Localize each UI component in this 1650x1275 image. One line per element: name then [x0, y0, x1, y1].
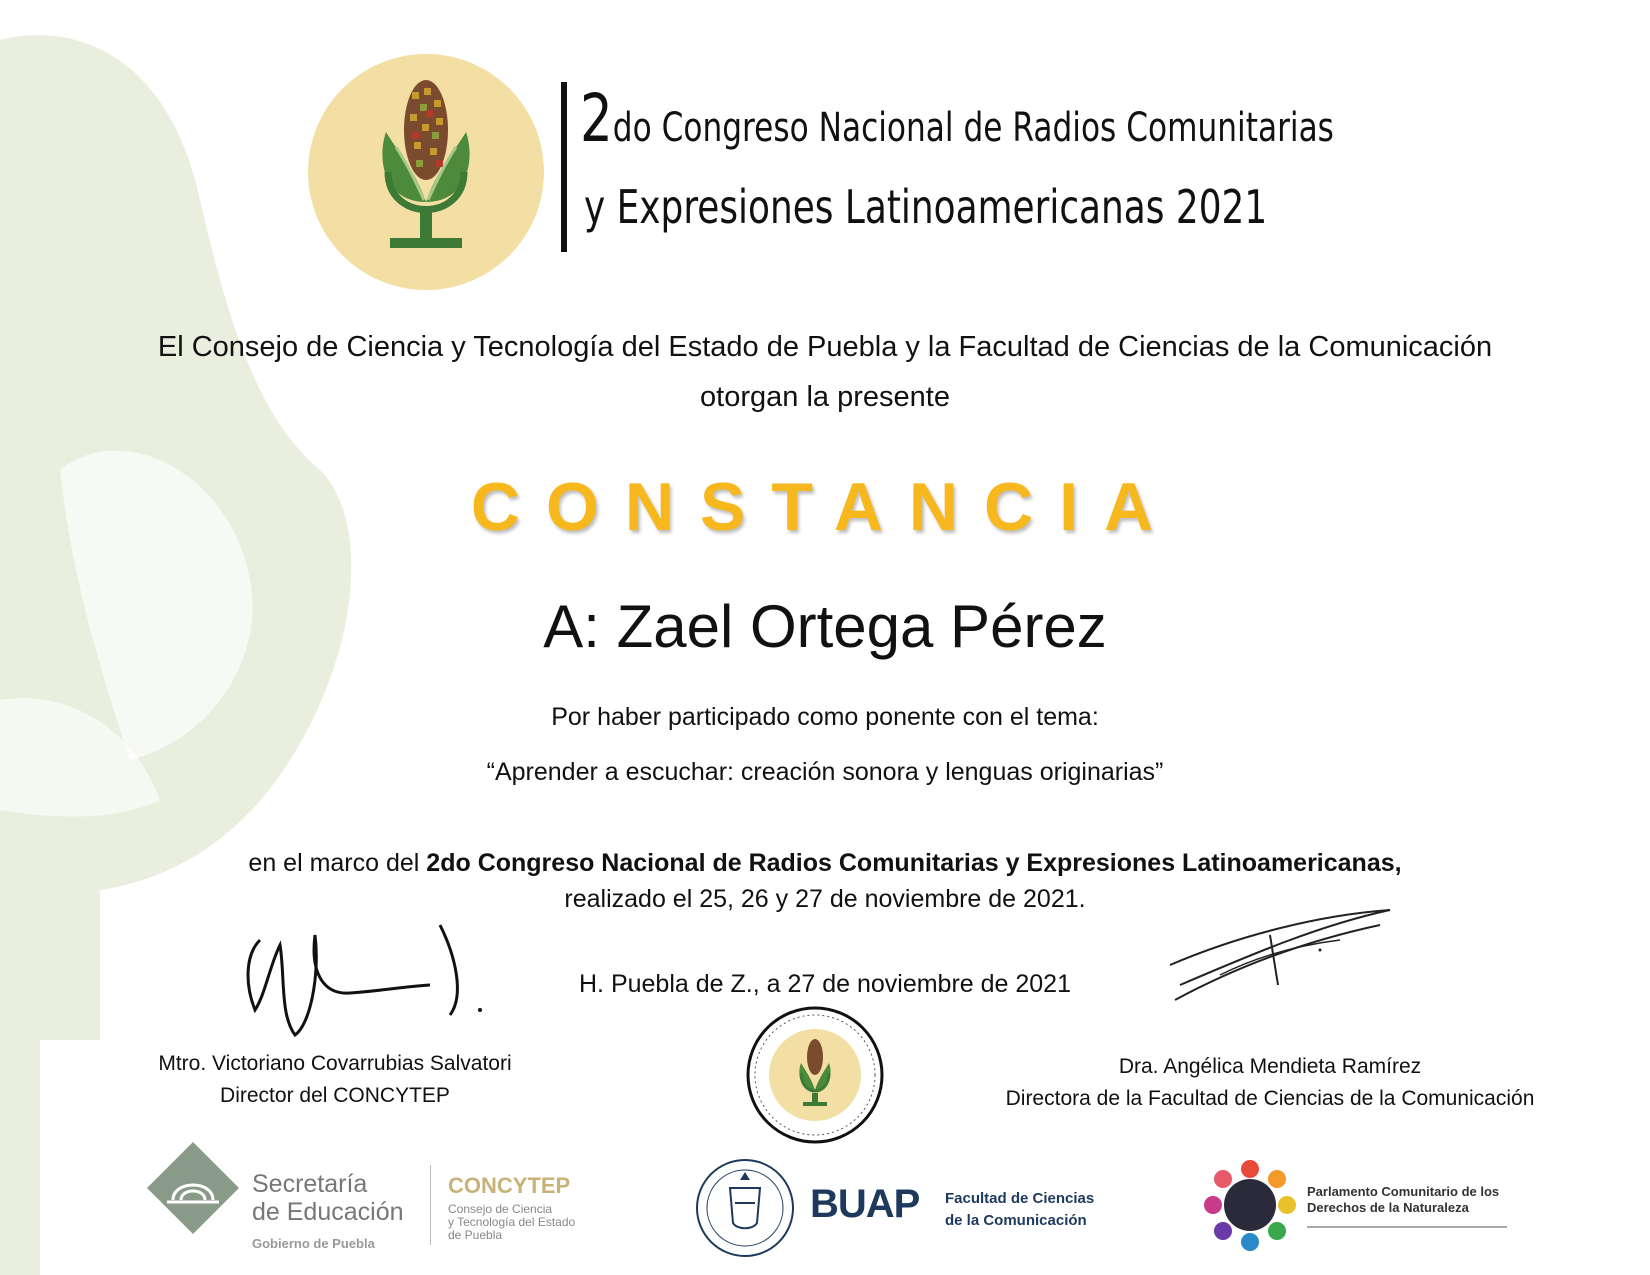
parlamento-logo-text — [1307, 1184, 1507, 1228]
concytep-l1: Consejo de Ciencia — [448, 1202, 553, 1216]
certificate-heading: CONSTANCIA — [470, 469, 1180, 545]
sep-diamond-icon — [145, 1140, 241, 1236]
congress-title-line2: y Expresiones Latinoamericanas 2021 — [584, 180, 1268, 234]
parlamento-logo-icon — [1200, 1155, 1300, 1255]
reason-text: Por haber participado como ponente con el tema: — [551, 703, 1099, 731]
title-big-digit: 2 — [580, 80, 613, 157]
signatory-right-name: Dra. Angélica Mendieta Ramírez — [1118, 1055, 1422, 1078]
buap-seal-icon — [695, 1158, 795, 1258]
intro-text — [40, 322, 1610, 422]
congress-logo-icon — [306, 52, 546, 292]
buap-logo-text: BUAP — [810, 1182, 920, 1226]
signatory-left-name: Mtro. Victoriano Covarrubias Salvatori — [158, 1052, 512, 1075]
parl-l2: Derechos de la Naturaleza — [1307, 1200, 1469, 1215]
concytep-title: CONCYTEP — [448, 1173, 571, 1198]
concytep-l2: y Tecnología del Estado — [448, 1215, 576, 1229]
signatory-left — [120, 1052, 550, 1108]
concytep-l3: de Puebla — [448, 1228, 503, 1242]
fcc-l2: de la Comunicación — [945, 1212, 1087, 1229]
parl-l1: Parlamento Comunitario de los — [1307, 1184, 1500, 1199]
congress-title-line1 — [580, 80, 1334, 157]
signatory-right-role: Directora de la Facultad de Ciencias de la Comunicación — [1005, 1087, 1535, 1110]
right-signature — [1160, 905, 1400, 1015]
framework-prefix: en el marco del — [248, 849, 427, 877]
title-divider — [561, 82, 567, 252]
fcc-l1: Facultad de Ciencias — [945, 1190, 1095, 1207]
fcc-logo-text — [945, 1188, 1094, 1232]
recipient-name: A: Zael Ortega Pérez — [543, 593, 1107, 660]
sep-sub: Gobierno de Puebla — [252, 1236, 375, 1251]
place-date: H. Puebla de Z., a 27 de noviembre de 2021 — [579, 970, 1071, 998]
left-signature — [240, 915, 500, 1045]
sep-line1: Secretaría — [252, 1170, 368, 1198]
framework-text — [0, 845, 1650, 917]
parl-underline — [1307, 1226, 1507, 1228]
framework-bold: 2do Congreso Nacional de Radios Comunitarias y Expresiones Latinoamericanas, — [426, 849, 1402, 877]
signatory-left-role: Director del CONCYTEP — [220, 1084, 450, 1107]
intro-line1: El Consejo de Ciencia y Tecnología del Estado de Puebla y la Facultad de Ciencias de la Comunicación — [157, 331, 1493, 363]
title-line1-rest: do Congreso Nacional de Radios Comunitarias — [612, 105, 1334, 151]
intro-line2: otorgan la presente — [700, 381, 950, 413]
footer-divider — [430, 1165, 431, 1245]
sep-line2: de Educación — [252, 1198, 404, 1226]
framework-dates: realizado el 25, 26 y 27 de noviembre de 2021. — [564, 885, 1086, 913]
signatory-right — [960, 1055, 1580, 1111]
congress-seal-icon — [745, 1005, 885, 1145]
topic-text: “Aprender a escuchar: creación sonora y lenguas originarias” — [486, 758, 1164, 786]
concytep-logo — [448, 1173, 575, 1242]
sep-logo-text — [252, 1170, 404, 1258]
